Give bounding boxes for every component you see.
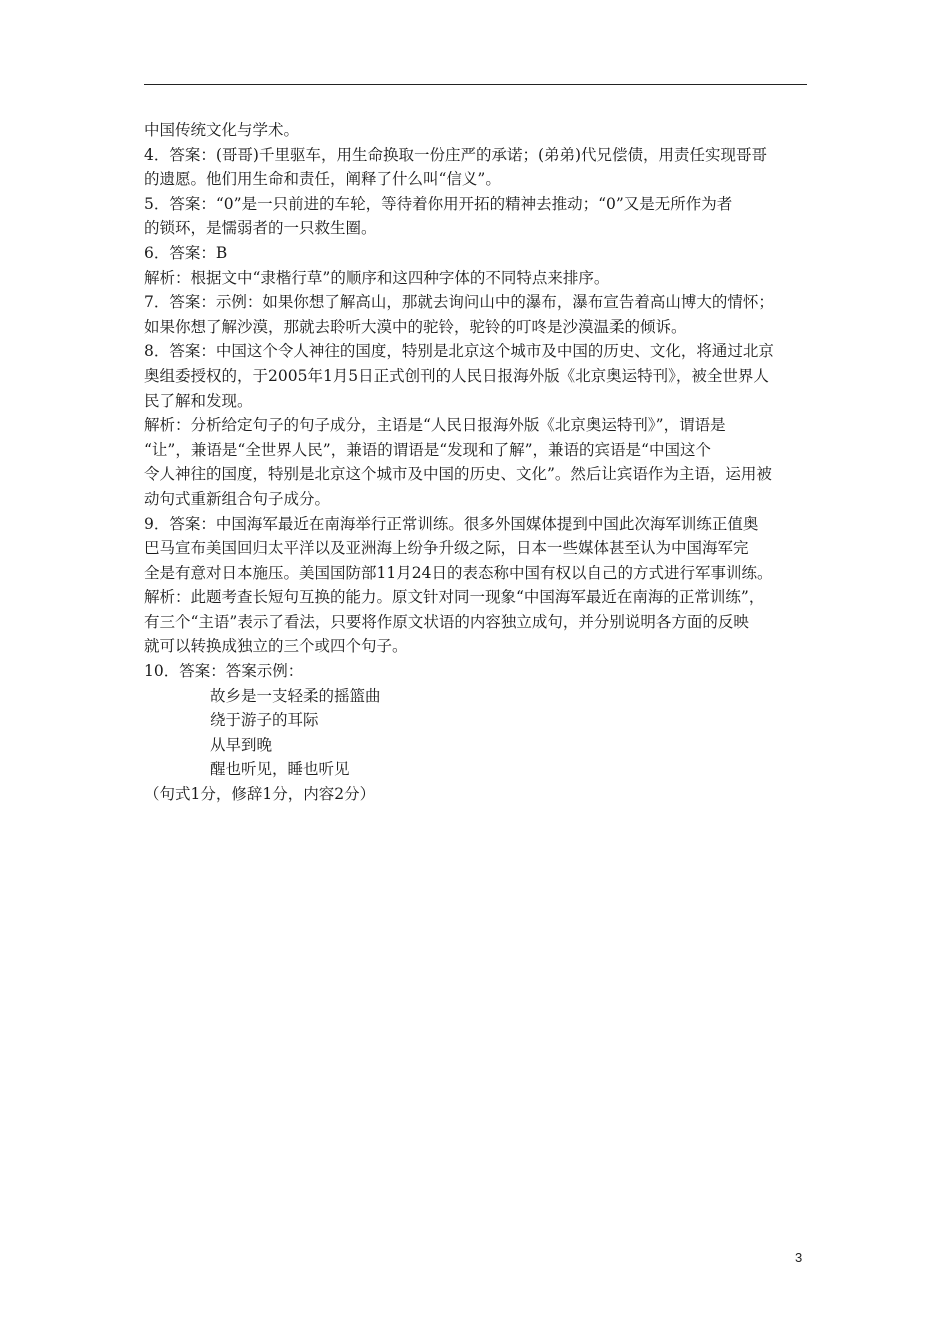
answer-7-line-1: 7．答案：示例：如果你想了解高山，那就去询问山中的瀑布，瀑布宣告着高山博大的情怀；: [144, 293, 774, 312]
header-rule: [144, 84, 807, 85]
answer-7-line-2: 如果你想了解沙漠，那就去聆听大漠中的驼铃，驼铃的叮咚是沙漠温柔的倾诉。: [144, 317, 687, 336]
answer-9-line-1: 9．答案：中国海军最近在南海举行正常训练。很多外国媒体提到中国此次海军训练正值奥: [144, 514, 759, 533]
answer-content: [144, 118, 812, 807]
analysis-9-line-3: 就可以转换成独立的三个或四个句子。: [144, 637, 408, 656]
answer-9-line-2: 巴马宣布美国回归太平洋以及亚洲海上纷争升级之际，日本一些媒体甚至认为中国海军完: [144, 539, 749, 558]
text-line: 中国传统文化与学术。: [144, 121, 300, 139]
scoring-note: （句式1分，修辞1分，内容2分）: [144, 785, 376, 804]
analysis-8-line-4: 动句式重新组合句子成分。: [144, 489, 331, 508]
analysis-8-line-1: 解析：分析给定句子的句子成分，主语是“人民日报海外版《北京奥运特刊》”，谓语是: [144, 416, 726, 435]
answer-9-line-3: 全是有意对日本施压。美国国防部11月24日的表态称中国有权以自己的方式进行军事训练。: [144, 563, 773, 582]
answer-10: 10．答案：答案示例：: [144, 662, 304, 681]
analysis-6: 解析：根据文中“隶楷行草”的顺序和这四种字体的不同特点来排序。: [144, 268, 610, 287]
answer-5-line-1: 5．答案：“0”是一只前进的车轮，等待着你用开拓的精神去推动；“0”又是无所作为者: [144, 194, 733, 213]
poem-line-3: 从早到晚: [210, 735, 273, 754]
analysis-9-line-1: 解析：此题考查长短句互换的能力。原文针对同一现象“中国海军最近在南海的正常训练”，: [144, 588, 765, 607]
answer-6: 6．答案：B: [144, 243, 228, 262]
poem-line-4: 醒也听见，睡也听见: [210, 760, 350, 779]
poem-line-2: 绕于游子的耳际: [210, 711, 319, 730]
analysis-8-line-3: 令人神往的国度，特别是北京这个城市及中国的历史、文化”。然后让宾语作为主语，运用被: [144, 465, 772, 484]
answer-4-line-2: 的遗愿。他们用生命和责任，阐释了什么叫“信义”。: [144, 170, 501, 189]
page-number: 3: [795, 1250, 803, 1265]
poem-line-1: 故乡是一支轻柔的摇篮曲: [210, 686, 381, 705]
analysis-8-line-2: “让”，兼语是“全世界人民”，兼语的谓语是“发现和了解”，兼语的宾语是“中国这个: [144, 440, 711, 459]
answer-5-line-2: 的锁环，是懦弱者的一只救生圈。: [144, 219, 377, 238]
answer-8-line-1: 8．答案：中国这个令人神往的国度，特别是北京这个城市及中国的历史、文化，将通过北京: [144, 342, 774, 361]
answer-8-line-3: 民了解和发现。: [144, 391, 253, 410]
answer-8-line-2: 奥组委授权的，于2005年1月5日正式创刊的人民日报海外版《北京奥运特刊》，被全世界人: [144, 366, 769, 385]
answer-4-line-1: 4．答案：(哥哥)千里驱车，用生命换取一份庄严的承诺；(弟弟)代兄偿债，用责任实现哥哥: [144, 145, 768, 164]
analysis-9-line-2: 有三个“主语”表示了看法，只要将作原文状语的内容独立成句，并分别说明各方面的反映: [144, 612, 749, 631]
